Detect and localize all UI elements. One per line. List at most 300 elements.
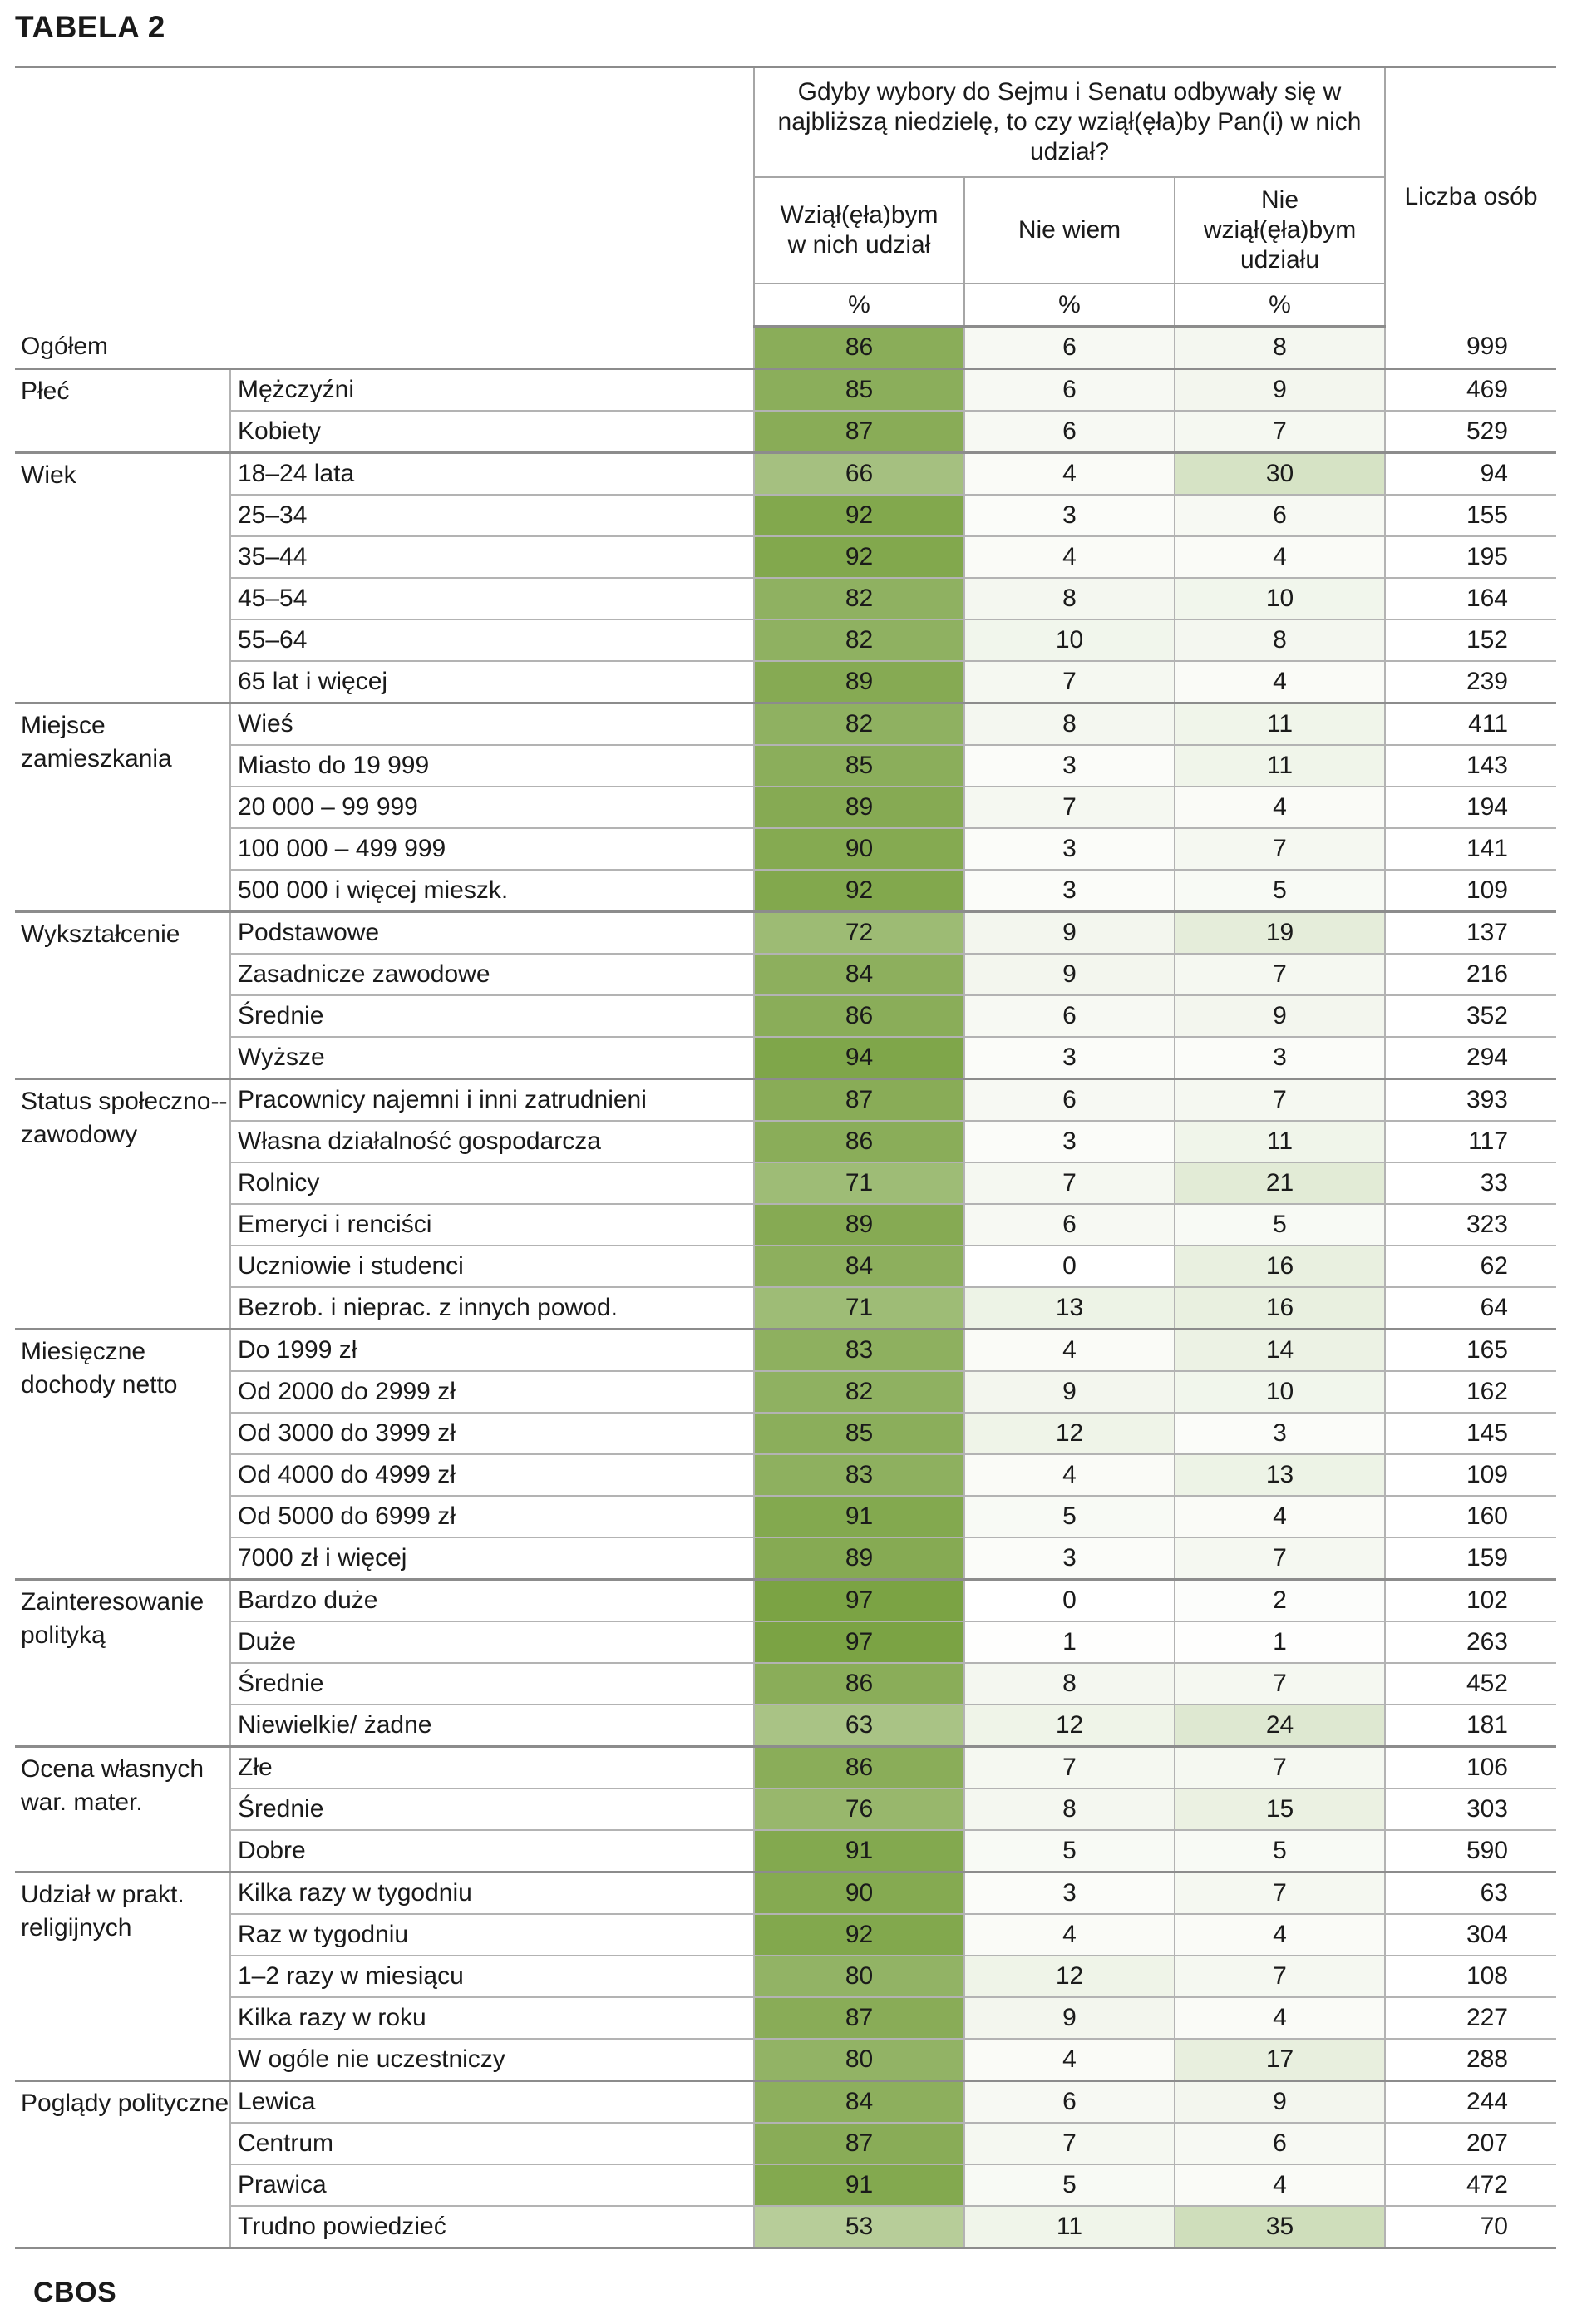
group-label: Ocena własnych war. mater. [15, 1747, 230, 1873]
value-cell: 0 [964, 1580, 1175, 1622]
table-header [15, 67, 1556, 327]
table-row [15, 1121, 1556, 1162]
unit-label: % [1175, 284, 1385, 327]
value-cell: 12 [964, 1956, 1175, 1997]
count-cell: 590 [1385, 1830, 1556, 1873]
table-row [15, 1287, 1556, 1330]
group-label: Wykształcenie [15, 912, 230, 1079]
value-cell: 8 [964, 578, 1175, 619]
value-cell: 85 [754, 369, 964, 412]
footer-brand: CBOS [33, 2277, 117, 2308]
count-cell: 529 [1385, 411, 1556, 453]
count-cell: 263 [1385, 1621, 1556, 1663]
value-cell: 83 [754, 1330, 964, 1372]
value-cell: 80 [754, 2039, 964, 2081]
table-row [15, 870, 1556, 912]
value-cell: 4 [1175, 787, 1385, 828]
column-header-label: Wziął(ęła)bym w nich udział [780, 201, 939, 259]
value-cell: 89 [754, 1537, 964, 1580]
category-label: 35–44 [230, 536, 754, 578]
value-cell: 3 [964, 1037, 1175, 1079]
value-cell: 5 [1175, 870, 1385, 912]
value-cell: 87 [754, 1997, 964, 2039]
count-cell: 164 [1385, 578, 1556, 619]
group-label: Udział w prakt. religijnych [15, 1873, 230, 2081]
value-cell: 92 [754, 536, 964, 578]
value-cell: 87 [754, 1079, 964, 1122]
table-row [15, 411, 1556, 453]
category-label: 45–54 [230, 578, 754, 619]
value-cell: 7 [964, 661, 1175, 703]
count-cell: 216 [1385, 954, 1556, 995]
value-cell: 10 [964, 619, 1175, 661]
table-row [15, 1663, 1556, 1705]
count-cell: 108 [1385, 1956, 1556, 1997]
value-cell: 4 [1175, 2164, 1385, 2206]
value-cell: 9 [964, 1371, 1175, 1413]
category-label: Uczniowie i studenci [230, 1246, 754, 1287]
value-cell: 82 [754, 578, 964, 619]
category-label: Lewica [230, 2081, 754, 2124]
value-cell: 0 [964, 1246, 1175, 1287]
count-cell: 162 [1385, 1371, 1556, 1413]
count-cell: 294 [1385, 1037, 1556, 1079]
value-cell: 6 [964, 2081, 1175, 2124]
count-cell: 155 [1385, 495, 1556, 536]
value-cell: 86 [754, 1121, 964, 1162]
category-label: Od 5000 do 6999 zł [230, 1496, 754, 1537]
value-cell: 7 [964, 1747, 1175, 1789]
value-cell: 2 [1175, 1580, 1385, 1622]
value-cell: 3 [964, 495, 1175, 536]
table-row [15, 453, 1556, 496]
category-label: Centrum [230, 2123, 754, 2164]
count-cell: 352 [1385, 995, 1556, 1037]
column-header-would-not-vote [1175, 177, 1385, 284]
value-cell: 85 [754, 745, 964, 787]
table-row [15, 1496, 1556, 1537]
value-cell: 8 [1175, 327, 1385, 369]
value-cell: 71 [754, 1162, 964, 1204]
value-cell: 87 [754, 411, 964, 453]
table-row [15, 661, 1556, 703]
value-cell: 5 [1175, 1830, 1385, 1873]
table-row [15, 2123, 1556, 2164]
value-cell: 76 [754, 1789, 964, 1830]
value-cell: 6 [964, 1079, 1175, 1122]
value-cell: 3 [964, 1537, 1175, 1580]
category-label: 65 lat i więcej [230, 661, 754, 703]
category-label: Od 3000 do 3999 zł [230, 1413, 754, 1454]
value-cell: 92 [754, 870, 964, 912]
category-label: Kilka razy w roku [230, 1997, 754, 2039]
value-cell: 16 [1175, 1287, 1385, 1330]
value-cell: 6 [964, 1204, 1175, 1246]
table-row [15, 1537, 1556, 1580]
value-cell: 6 [964, 411, 1175, 453]
results-table [15, 66, 1556, 2249]
count-cell: 63 [1385, 1873, 1556, 1915]
table-row [15, 828, 1556, 870]
category-label: Dobre [230, 1830, 754, 1873]
value-cell: 9 [1175, 2081, 1385, 2124]
value-cell: 5 [964, 2164, 1175, 2206]
table-row [15, 1705, 1556, 1747]
value-cell: 92 [754, 1914, 964, 1956]
value-cell: 4 [964, 453, 1175, 496]
value-cell: 4 [1175, 1914, 1385, 1956]
value-cell: 4 [964, 2039, 1175, 2081]
value-cell: 7 [964, 1162, 1175, 1204]
category-label: Emeryci i renciści [230, 1204, 754, 1246]
count-cell: 145 [1385, 1413, 1556, 1454]
value-cell: 30 [1175, 453, 1385, 496]
value-cell: 9 [964, 912, 1175, 955]
group-label: Miejsce zamieszkania [15, 703, 230, 912]
value-cell: 8 [1175, 619, 1385, 661]
value-cell: 9 [964, 954, 1175, 995]
value-cell: 12 [964, 1705, 1175, 1747]
table-row [15, 1413, 1556, 1454]
table-row [15, 1789, 1556, 1830]
category-label: 100 000 – 499 999 [230, 828, 754, 870]
count-cell: 137 [1385, 912, 1556, 955]
count-cell: 472 [1385, 2164, 1556, 2206]
table-row [15, 1997, 1556, 2039]
value-cell: 6 [1175, 495, 1385, 536]
value-cell: 9 [1175, 369, 1385, 412]
table-row [15, 495, 1556, 536]
table-row [15, 1079, 1556, 1122]
value-cell: 86 [754, 1747, 964, 1789]
value-cell: 7 [964, 787, 1175, 828]
category-label: Wyższe [230, 1037, 754, 1079]
value-cell: 7 [1175, 1873, 1385, 1915]
value-cell: 7 [1175, 1079, 1385, 1122]
page-title: TABELA 2 [15, 10, 165, 44]
category-label: Złe [230, 1747, 754, 1789]
group-label: Poglądy polityczne [15, 2081, 230, 2248]
value-cell: 11 [1175, 1121, 1385, 1162]
value-cell: 89 [754, 787, 964, 828]
value-cell: 89 [754, 661, 964, 703]
row-label: Ogółem [15, 327, 754, 369]
value-cell: 3 [964, 745, 1175, 787]
table-row [15, 1956, 1556, 1997]
value-cell: 82 [754, 1371, 964, 1413]
value-cell: 13 [1175, 1454, 1385, 1496]
count-cell: 323 [1385, 1204, 1556, 1246]
value-cell: 6 [964, 327, 1175, 369]
table-row [15, 912, 1556, 955]
value-cell: 9 [1175, 995, 1385, 1037]
value-cell: 8 [964, 1789, 1175, 1830]
value-cell: 82 [754, 619, 964, 661]
table-row [15, 1830, 1556, 1873]
value-cell: 19 [1175, 912, 1385, 955]
count-cell: 64 [1385, 1287, 1556, 1330]
value-cell: 35 [1175, 2206, 1385, 2248]
value-cell: 10 [1175, 578, 1385, 619]
category-label: 25–34 [230, 495, 754, 536]
value-cell: 4 [964, 1454, 1175, 1496]
value-cell: 8 [964, 1663, 1175, 1705]
value-cell: 82 [754, 703, 964, 746]
count-cell: 152 [1385, 619, 1556, 661]
value-cell: 7 [1175, 1663, 1385, 1705]
value-cell: 16 [1175, 1246, 1385, 1287]
value-cell: 83 [754, 1454, 964, 1496]
value-cell: 4 [964, 536, 1175, 578]
group-label: Zainteresowanie polityką [15, 1580, 230, 1747]
category-label: 18–24 lata [230, 453, 754, 496]
table-row [15, 327, 1556, 369]
count-cell: 194 [1385, 787, 1556, 828]
table-row [15, 1914, 1556, 1956]
value-cell: 4 [964, 1914, 1175, 1956]
table-row [15, 536, 1556, 578]
table-row [15, 619, 1556, 661]
group-label: Płeć [15, 369, 230, 453]
category-label: Pracownicy najemni i inni zatrudnieni [230, 1079, 754, 1122]
value-cell: 80 [754, 1956, 964, 1997]
table-row [15, 1162, 1556, 1204]
value-cell: 97 [754, 1621, 964, 1663]
value-cell: 5 [964, 1496, 1175, 1537]
category-label: Mężczyźni [230, 369, 754, 412]
count-cell: 181 [1385, 1705, 1556, 1747]
value-cell: 4 [964, 1330, 1175, 1372]
count-cell: 109 [1385, 870, 1556, 912]
table-row [15, 2206, 1556, 2248]
count-cell: 160 [1385, 1496, 1556, 1537]
value-cell: 7 [1175, 1747, 1385, 1789]
category-label: Bezrob. i nieprac. z innych powod. [230, 1287, 754, 1330]
value-cell: 11 [1175, 703, 1385, 746]
category-label: Od 4000 do 4999 zł [230, 1454, 754, 1496]
question-header [754, 67, 1385, 178]
category-label: Podstawowe [230, 912, 754, 955]
category-label: Raz w tygodniu [230, 1914, 754, 1956]
value-cell: 3 [964, 828, 1175, 870]
value-cell: 66 [754, 453, 964, 496]
table-row [15, 745, 1556, 787]
group-label: Status społeczno--zawodowy [15, 1079, 230, 1330]
value-cell: 3 [1175, 1413, 1385, 1454]
value-cell: 7 [964, 2123, 1175, 2164]
count-cell: 94 [1385, 453, 1556, 496]
value-cell: 7 [1175, 1956, 1385, 1997]
table-row [15, 2039, 1556, 2081]
group-label: Wiek [15, 453, 230, 703]
category-label: Średnie [230, 1789, 754, 1830]
value-cell: 71 [754, 1287, 964, 1330]
category-label: Duże [230, 1621, 754, 1663]
column-header-label: Nie wziął(ęła)bym udziału [1203, 186, 1357, 274]
value-cell: 10 [1175, 1371, 1385, 1413]
column-header-label: Nie wiem [1018, 216, 1121, 244]
table-row [15, 1204, 1556, 1246]
count-cell: 244 [1385, 2081, 1556, 2124]
category-label: 7000 zł i więcej [230, 1537, 754, 1580]
value-cell: 85 [754, 1413, 964, 1454]
value-cell: 17 [1175, 2039, 1385, 2081]
value-cell: 90 [754, 828, 964, 870]
unit-label: % [964, 284, 1175, 327]
value-cell: 92 [754, 495, 964, 536]
category-label: Miasto do 19 999 [230, 745, 754, 787]
category-label: Prawica [230, 2164, 754, 2206]
count-cell: 102 [1385, 1580, 1556, 1622]
table-row [15, 1246, 1556, 1287]
value-cell: 4 [1175, 1997, 1385, 2039]
table-row [15, 2081, 1556, 2124]
value-cell: 8 [964, 703, 1175, 746]
table-row [15, 1621, 1556, 1663]
value-cell: 4 [1175, 1496, 1385, 1537]
value-cell: 4 [1175, 661, 1385, 703]
category-label: Wieś [230, 703, 754, 746]
count-cell: 469 [1385, 369, 1556, 412]
category-label: Do 1999 zł [230, 1330, 754, 1372]
value-cell: 21 [1175, 1162, 1385, 1204]
value-cell: 53 [754, 2206, 964, 2248]
count-cell: 411 [1385, 703, 1556, 746]
value-cell: 4 [1175, 536, 1385, 578]
count-cell: 70 [1385, 2206, 1556, 2248]
category-label: Trudno powiedzieć [230, 2206, 754, 2248]
count-cell: 159 [1385, 1537, 1556, 1580]
table-row [15, 1037, 1556, 1079]
count-cell: 303 [1385, 1789, 1556, 1830]
value-cell: 6 [1175, 2123, 1385, 2164]
value-cell: 3 [964, 1873, 1175, 1915]
category-label: W ogóle nie uczestniczy [230, 2039, 754, 2081]
value-cell: 84 [754, 2081, 964, 2124]
value-cell: 14 [1175, 1330, 1385, 1372]
value-cell: 97 [754, 1580, 964, 1622]
value-cell: 5 [1175, 1204, 1385, 1246]
value-cell: 84 [754, 1246, 964, 1287]
table-row [15, 369, 1556, 412]
table-row [15, 787, 1556, 828]
count-cell: 109 [1385, 1454, 1556, 1496]
category-label: 500 000 i więcej mieszk. [230, 870, 754, 912]
count-cell: 195 [1385, 536, 1556, 578]
category-label: Kobiety [230, 411, 754, 453]
count-cell: 288 [1385, 2039, 1556, 2081]
value-cell: 9 [964, 1997, 1175, 2039]
category-label: Rolnicy [230, 1162, 754, 1204]
category-label: Kilka razy w tygodniu [230, 1873, 754, 1915]
value-cell: 94 [754, 1037, 964, 1079]
value-cell: 87 [754, 2123, 964, 2164]
count-cell: 239 [1385, 661, 1556, 703]
table-row [15, 1747, 1556, 1789]
table-row [15, 1580, 1556, 1622]
category-label: Średnie [230, 995, 754, 1037]
value-cell: 3 [1175, 1037, 1385, 1079]
count-cell: 999 [1385, 327, 1556, 369]
value-cell: 7 [1175, 1537, 1385, 1580]
value-cell: 72 [754, 912, 964, 955]
table-row [15, 1454, 1556, 1496]
value-cell: 15 [1175, 1789, 1385, 1830]
table-row [15, 578, 1556, 619]
category-label: Niewielkie/ żadne [230, 1705, 754, 1747]
count-cell: 452 [1385, 1663, 1556, 1705]
value-cell: 91 [754, 2164, 964, 2206]
value-cell: 90 [754, 1873, 964, 1915]
category-label: 55–64 [230, 619, 754, 661]
value-cell: 86 [754, 995, 964, 1037]
value-cell: 84 [754, 954, 964, 995]
column-header-would-vote [754, 177, 964, 284]
category-label: 20 000 – 99 999 [230, 787, 754, 828]
value-cell: 6 [964, 369, 1175, 412]
value-cell: 3 [964, 870, 1175, 912]
table-row [15, 1330, 1556, 1372]
header-corner [15, 67, 754, 327]
value-cell: 12 [964, 1413, 1175, 1454]
column-header-dont-know [964, 177, 1175, 284]
count-cell: 141 [1385, 828, 1556, 870]
count-cell: 165 [1385, 1330, 1556, 1372]
count-cell: 106 [1385, 1747, 1556, 1789]
value-cell: 24 [1175, 1705, 1385, 1747]
table-row [15, 703, 1556, 746]
value-cell: 6 [964, 995, 1175, 1037]
count-cell: 393 [1385, 1079, 1556, 1122]
category-label: Zasadnicze zawodowe [230, 954, 754, 995]
count-cell: 117 [1385, 1121, 1556, 1162]
value-cell: 63 [754, 1705, 964, 1747]
value-cell: 86 [754, 327, 964, 369]
value-cell: 1 [1175, 1621, 1385, 1663]
category-label: Własna działalność gospodarcza [230, 1121, 754, 1162]
count-header: Liczba osób [1385, 67, 1556, 327]
table-row [15, 2164, 1556, 2206]
value-cell: 91 [754, 1830, 964, 1873]
group-label: Miesięczne dochody netto [15, 1330, 230, 1580]
table-body [15, 327, 1556, 2248]
value-cell: 5 [964, 1830, 1175, 1873]
value-cell: 11 [964, 2206, 1175, 2248]
count-cell: 227 [1385, 1997, 1556, 2039]
count-cell: 304 [1385, 1914, 1556, 1956]
count-cell: 143 [1385, 745, 1556, 787]
value-cell: 7 [1175, 828, 1385, 870]
value-cell: 89 [754, 1204, 964, 1246]
question-text: Gdyby wybory do Sejmu i Senatu odbywały się w najbliższą niedzielę, to czy wziął(ęła)by Pan(i) w nich udział? [777, 78, 1362, 165]
category-label: Średnie [230, 1663, 754, 1705]
table-row [15, 954, 1556, 995]
value-cell: 11 [1175, 745, 1385, 787]
count-cell: 207 [1385, 2123, 1556, 2164]
table-row [15, 1873, 1556, 1915]
table-row [15, 1371, 1556, 1413]
value-cell: 91 [754, 1496, 964, 1537]
category-label: Od 2000 do 2999 zł [230, 1371, 754, 1413]
value-cell: 1 [964, 1621, 1175, 1663]
category-label: Bardzo duże [230, 1580, 754, 1622]
value-cell: 7 [1175, 411, 1385, 453]
table-row [15, 995, 1556, 1037]
value-cell: 7 [1175, 954, 1385, 995]
unit-label: % [754, 284, 964, 327]
value-cell: 86 [754, 1663, 964, 1705]
count-cell: 62 [1385, 1246, 1556, 1287]
